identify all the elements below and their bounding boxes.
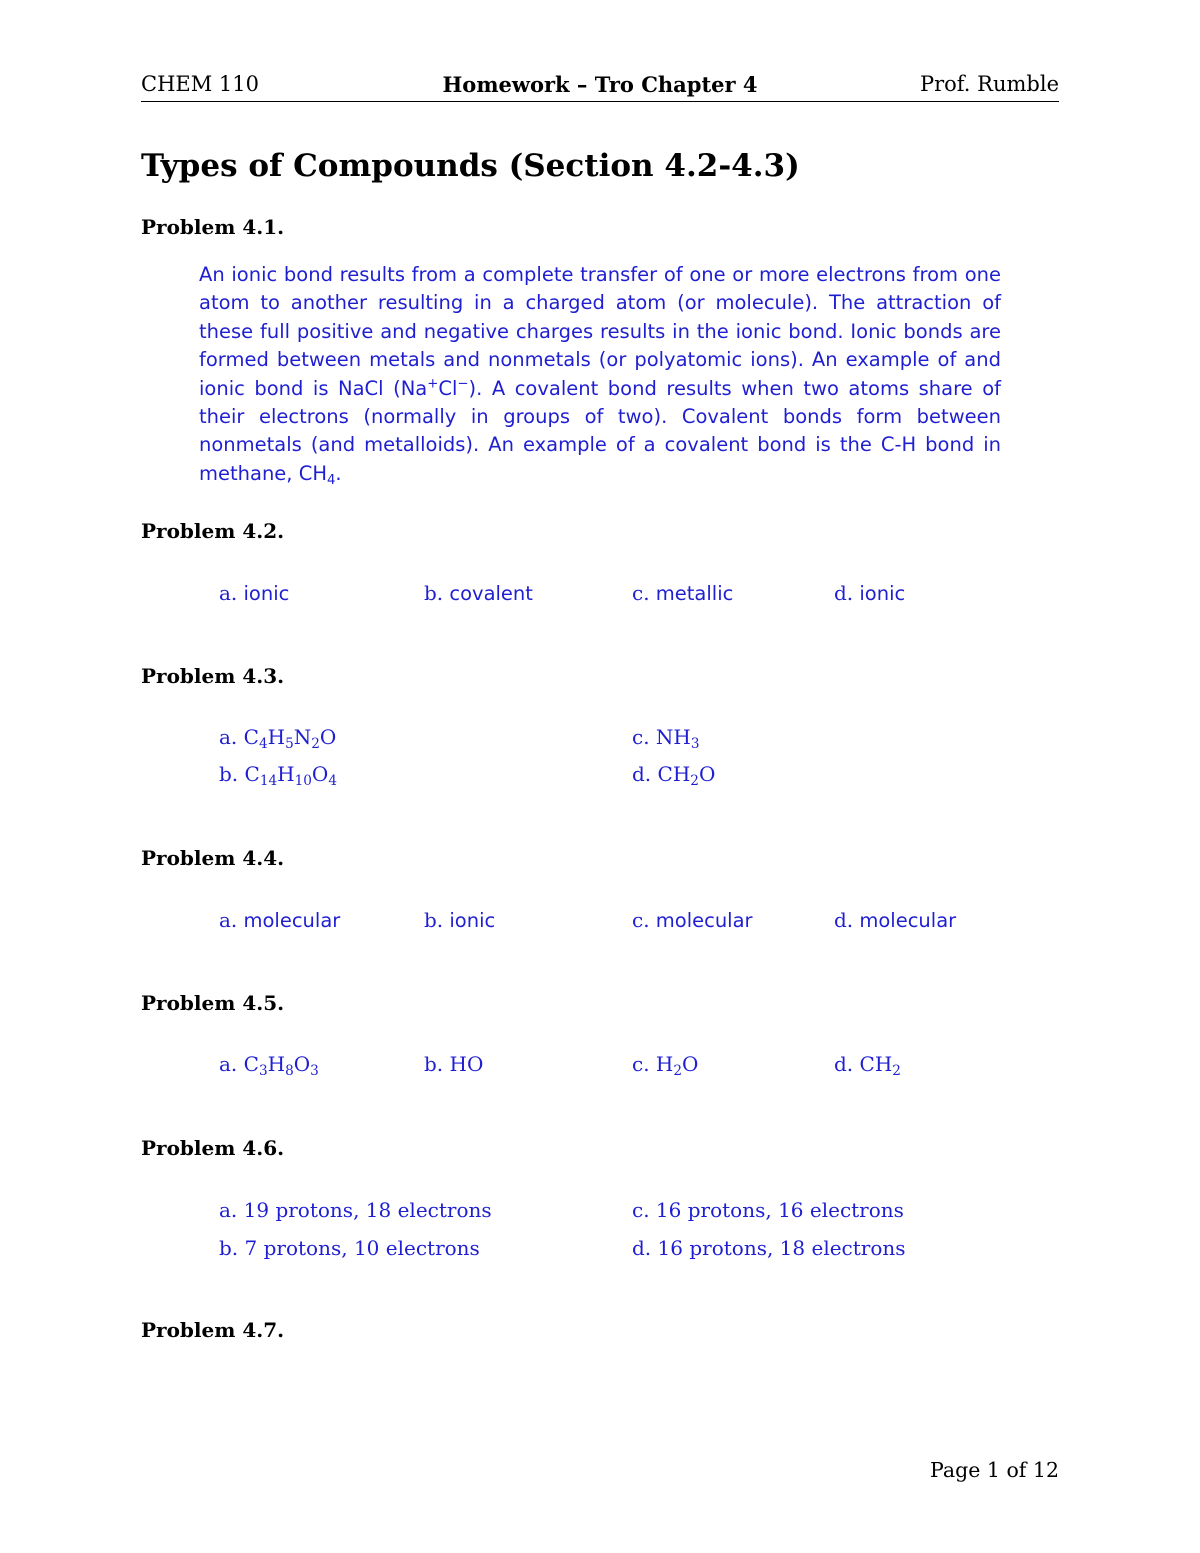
answer-item <box>219 725 337 753</box>
answer-label: b. <box>424 1052 444 1076</box>
answer-item <box>632 581 733 605</box>
answer-value: molecular <box>243 909 341 932</box>
answer-item <box>219 1236 480 1260</box>
chemical-formula: $C_4H_5N_2O$ <box>243 725 337 753</box>
answer-text-part: An ionic bond results from a complete transfer of one or more electrons from one atom to another resulting in a charged atom (or molecule). The attraction of these full positive and negative charges results in the ionic bond. Ionic bonds are formed between metals and nonmetals (or polyatomic ions). An example of and ionic bond is NaCl (Na <box>199 263 1001 400</box>
answer-label: a. <box>219 581 238 605</box>
answer-item <box>219 1052 319 1080</box>
superscript-minus: − <box>457 376 469 392</box>
header-rule <box>141 101 1059 102</box>
answer-value: 19 protons, 18 electrons <box>243 1198 492 1222</box>
answer-label: a. <box>219 1052 238 1076</box>
answer-label: c. <box>632 581 650 605</box>
answer-label: a. <box>219 725 238 749</box>
answer-label: c. <box>632 908 650 932</box>
answer-item <box>834 581 905 605</box>
problem-4-5-title: Problem 4.5. <box>141 991 285 1015</box>
document-title: Homework – Tro Chapter 4 <box>442 72 758 97</box>
answer-item <box>424 908 495 932</box>
answer-item <box>632 1052 699 1080</box>
answer-label: c. <box>632 1052 650 1076</box>
answer-label: a. <box>219 1198 238 1222</box>
page-header <box>141 72 1059 100</box>
chemical-formula: $C_{14}H_{10}O_4$ <box>244 762 337 790</box>
chemical-formula: HO <box>449 1052 484 1076</box>
answer-label: d. <box>632 762 652 786</box>
chemical-formula: $NH_3$ <box>655 725 700 753</box>
answer-item <box>632 908 753 932</box>
problem-4-4-title: Problem 4.4. <box>141 846 285 870</box>
answer-item <box>219 908 340 932</box>
answer-item <box>632 1198 904 1222</box>
chemical-formula: $CH_2$ <box>859 1052 901 1080</box>
problem-4-2-title: Problem 4.2. <box>141 519 285 543</box>
answer-label: d. <box>834 908 854 932</box>
answer-item <box>424 581 533 605</box>
answer-label: b. <box>219 1236 239 1260</box>
answer-text-part: ). A covalent bond results when two atoms share of their electrons (normally in groups of two). Covalent bonds form between nonmetals (and metalloids). An example of a covalent bond is the C-H bond in methane, CH <box>199 376 1001 485</box>
answer-label: d. <box>834 581 854 605</box>
instructor-name: Prof. Rumble <box>919 72 1059 96</box>
answer-value: 7 protons, 10 electrons <box>244 1236 480 1260</box>
page-number: Page 1 of 12 <box>930 1458 1059 1482</box>
problem-4-1-answer <box>199 261 1001 488</box>
answer-item <box>219 762 337 790</box>
answer-label: c. <box>632 1198 650 1222</box>
answer-value: ionic <box>859 582 906 605</box>
answer-item <box>632 762 716 790</box>
answer-label: a. <box>219 908 238 932</box>
section-title: Types of Compounds (Section 4.2-4.3) <box>141 148 800 184</box>
chemical-formula: $C_3H_8O_3$ <box>243 1052 319 1080</box>
problem-4-6-title: Problem 4.6. <box>141 1136 285 1160</box>
answer-value: metallic <box>655 582 734 605</box>
answer-value: ionic <box>243 582 290 605</box>
superscript-plus: + <box>427 376 439 392</box>
problem-4-1-title: Problem 4.1. <box>141 215 285 239</box>
answer-item <box>632 725 700 753</box>
answer-label: c. <box>632 725 650 749</box>
problem-4-7-title: Problem 4.7. <box>141 1318 285 1342</box>
answer-label: b. <box>424 908 444 932</box>
answer-item <box>219 1198 492 1222</box>
answer-value: ionic <box>449 909 496 932</box>
answer-label: b. <box>219 762 239 786</box>
subscript-4: 4 <box>326 472 336 488</box>
answer-item <box>632 1236 906 1260</box>
answer-value: molecular <box>859 909 957 932</box>
answer-value: 16 protons, 16 electrons <box>655 1198 904 1222</box>
answer-label: b. <box>424 581 444 605</box>
answer-value: molecular <box>655 909 753 932</box>
problem-4-3-title: Problem 4.3. <box>141 664 285 688</box>
answer-value: 16 protons, 18 electrons <box>657 1236 906 1260</box>
answer-value: covalent <box>449 582 533 605</box>
course-code: CHEM 110 <box>141 72 259 96</box>
answer-text-part: Cl <box>438 376 458 400</box>
answer-label: d. <box>632 1236 652 1260</box>
answer-item <box>219 581 289 605</box>
answer-item <box>834 908 956 932</box>
answer-item <box>834 1052 901 1080</box>
chemical-formula: $CH_2O$ <box>657 762 716 790</box>
answer-item <box>424 1052 483 1076</box>
chemical-formula: $H_2O$ <box>655 1052 699 1080</box>
answer-label: d. <box>834 1052 854 1076</box>
answer-text-part: . <box>335 461 342 485</box>
